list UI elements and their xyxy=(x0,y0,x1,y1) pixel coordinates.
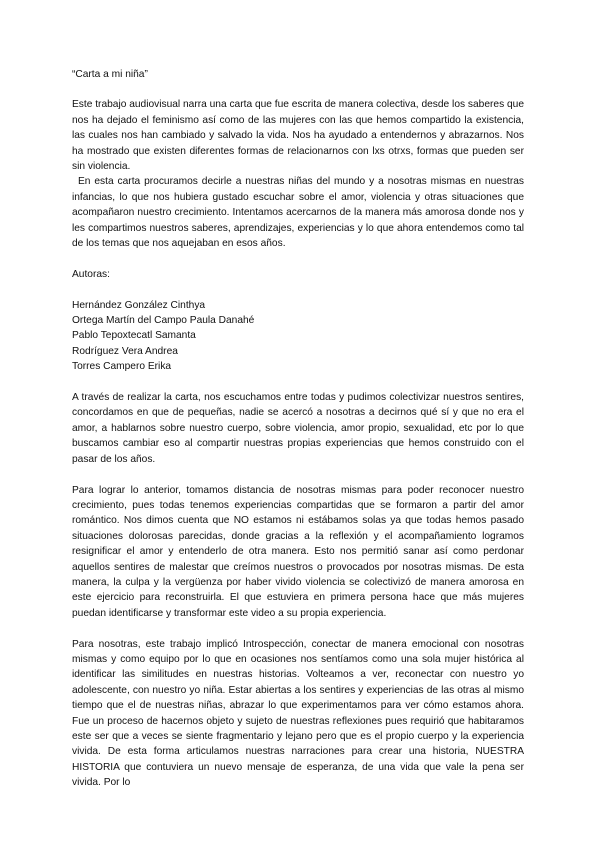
author-name: Ortega Martín del Campo Paula Danahé xyxy=(72,315,255,327)
document-title: “Carta a mi niña” xyxy=(72,69,148,80)
authors-heading: Autoras: xyxy=(72,268,110,280)
author-name: Torres Campero Erika xyxy=(72,361,172,373)
body-paragraph-3: Para nosotras, este trabajo implicó Introspección, conectar de manera emocional con nosotras mismas y como equipo por lo que en ocasiones nos sentíamos como una sola mujer histórica al identificar las similitudes en nuestras historias. Volteamos a ver, reconectar con nuestro yo adolescente, con nuestro yo niña. Estar abiertas a los sentires y experiencias de las otras al mismo tiempo que el de nuestras niñas, abrazar lo que experimentamos para ver cómo estamos ahora. Fue un proceso de hacernos objeto y sujeto de nuestras reflexiones pues requirió que habitaramos este ser que a veces se siente fragmentario y lejano pero que es el propio cuerpo y la experiencia vivida. De esta forma articulamos nuestras narraciones para crear una historia, NUESTRA HISTORIA que contuviera un nuevo mensaje de esperanza, de una vida que vale la pena ser vivida. Por lo xyxy=(72,638,524,789)
intro-paragraph-2: En esta carta procuramos decirle a nuestras niñas del mundo y a nosotras mismas en nuestras infancias, lo que nos hubiera gustado escuchar sobre el amor, violencia y otras situaciones que acompañaron nuestro crecimiento. Intentamos acercarnos de la manera más amorosa donde nos y les compartimos nuestros saberes, aprendizajes, experiencias y lo que ahora entendemos como tal de los temas que nos aquejaban en esos años. xyxy=(72,176,524,250)
intro-paragraph-1: Este trabajo audiovisual narra una carta que fue escrita de manera colectiva, desde los saberes que nos ha dejado el feminismo así como de las mujeres con las que hemos compartido la existencia, las cuales nos han cambiado y salvado la vida. Nos ha ayudado a entendernos y abrazarnos. Nos ha mostrado que existen diferentes formas de relacionarnos con lxs otrxs, formas que pueden ser sin violencia. xyxy=(72,99,524,173)
document-page xyxy=(72,67,524,806)
body-paragraph-1: A través de realizar la carta, nos escuchamos entre todas y pudimos colectivizar nuestros sentires, concordamos en que de pequeñas, nadie se acercó a nosotras a decirnos qué sí y que no era el amor, a hablarnos sobre nuestro cuerpo, sobre violencia, amor propio, sexualidad, etc por lo que buscamos cambiar eso al compartir nuestras propias experiencias que hemos construido con el pasar de los años. xyxy=(72,392,524,465)
body-paragraph-2: Para lograr lo anterior, tomamos distancia de nosotras mismas para poder reconocer nuestro crecimiento, pues todas tenemos experiencias compartidas que se formaron a partir del amor romántico. Nos dimos cuenta que NO estamos ni estábamos solas ya que todas hemos pasado situaciones dolorosas parecidas, donde gracias a la reflexión y el acompañamiento logramos resignificar el amor y entenderlo de otra manera. Esto nos permitió sanar así como perdonar aquellos sentires de malestar que creímos nuestros o provocados por nosotras mismas. De esta manera, la culpa y la vergüenza por haber vivido violencia se colectivizó de manera amorosa en este ejercicio para reconstruirla. El que estuviera en primera persona hace que más mujeres puedan identificarse y transformar este video a su propia experiencia. xyxy=(72,484,524,619)
author-name: Hernández González Cinthya xyxy=(72,299,206,311)
author-name: Rodríguez Vera Andrea xyxy=(72,345,178,357)
authors-list xyxy=(72,298,524,375)
author-name: Pablo Tepoxtecatl Samanta xyxy=(72,330,196,342)
